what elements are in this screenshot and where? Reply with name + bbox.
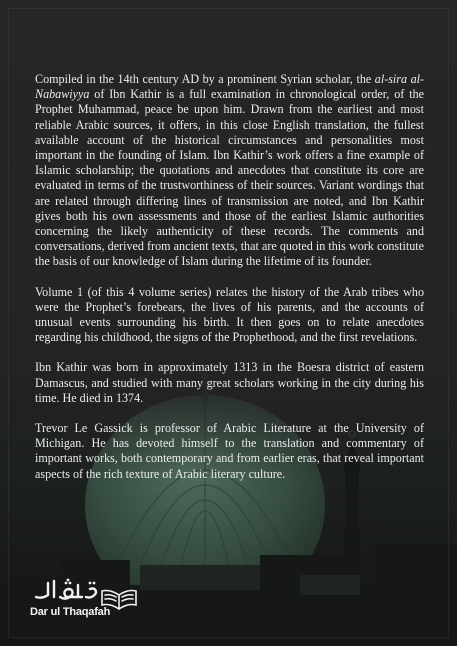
publisher-arabic-logotype xyxy=(32,575,100,605)
publisher-name: Dar ul Thaqafah xyxy=(30,606,111,618)
blurb-text xyxy=(35,72,424,497)
blurb-paragraph-1-text-cont: of Ibn Kathir is a full examination in chronological order, of the Prophet Muhammad, peace be upon him. Drawn from the earliest and most reliable Arabic sources, it offers, in this close English translation, the fullest available account of the historical circumstances and personalities most important in the founding of Islam. Ibn Kathir’s work offers a fine example of Islamic scholarship; the quotations and anecdotes that constitute its core are evaluated in terms of the trustworthiness of their sources. Variant wordings that are related through differing lines of transmission are noted, and Ibn Kathir gives both his own assessments and those of the earliest Islamic authorities concerning the likely authenticity of these records. The comments and conversations, derived from ancient texts, that are quoted in this work constitute the basis of our knowledge of Islam during the lifetime of its founder. xyxy=(35,87,424,269)
blurb-paragraph-2: Volume 1 (of this 4 volume series) relates the history of the Arab tribes who were the Prophet’s forebears, the lives of his parents, and the accounts of unusual events surrounding his birth. It then goes on to relate anecdotes regarding his childhood, the signs of the Prophethood, and the first revelations. xyxy=(35,284,424,345)
book-title-italic: al-sira al-Nabawiyya xyxy=(35,72,424,102)
author-bio-paragraph: Ibn Kathir was born in approximately 1313 in the Boesra district of eastern Damascus, and studied with many great scholars working in the city during his time. He died in 1374. xyxy=(35,360,424,405)
translator-bio-paragraph: Trevor Le Gassick is professor of Arabic Literature at the University of Michigan. He has devoted himself to the translation and commentary of important works, both contemporary and from earlier eras, that reveal important aspects of the rich texture of Arabic literary culture. xyxy=(35,421,424,481)
blurb-paragraph-1 xyxy=(35,72,424,270)
publisher-logo xyxy=(30,575,140,625)
blurb-paragraph-1-text: Compiled in the 14th century AD by a prominent Syrian scholar, the xyxy=(35,72,375,86)
